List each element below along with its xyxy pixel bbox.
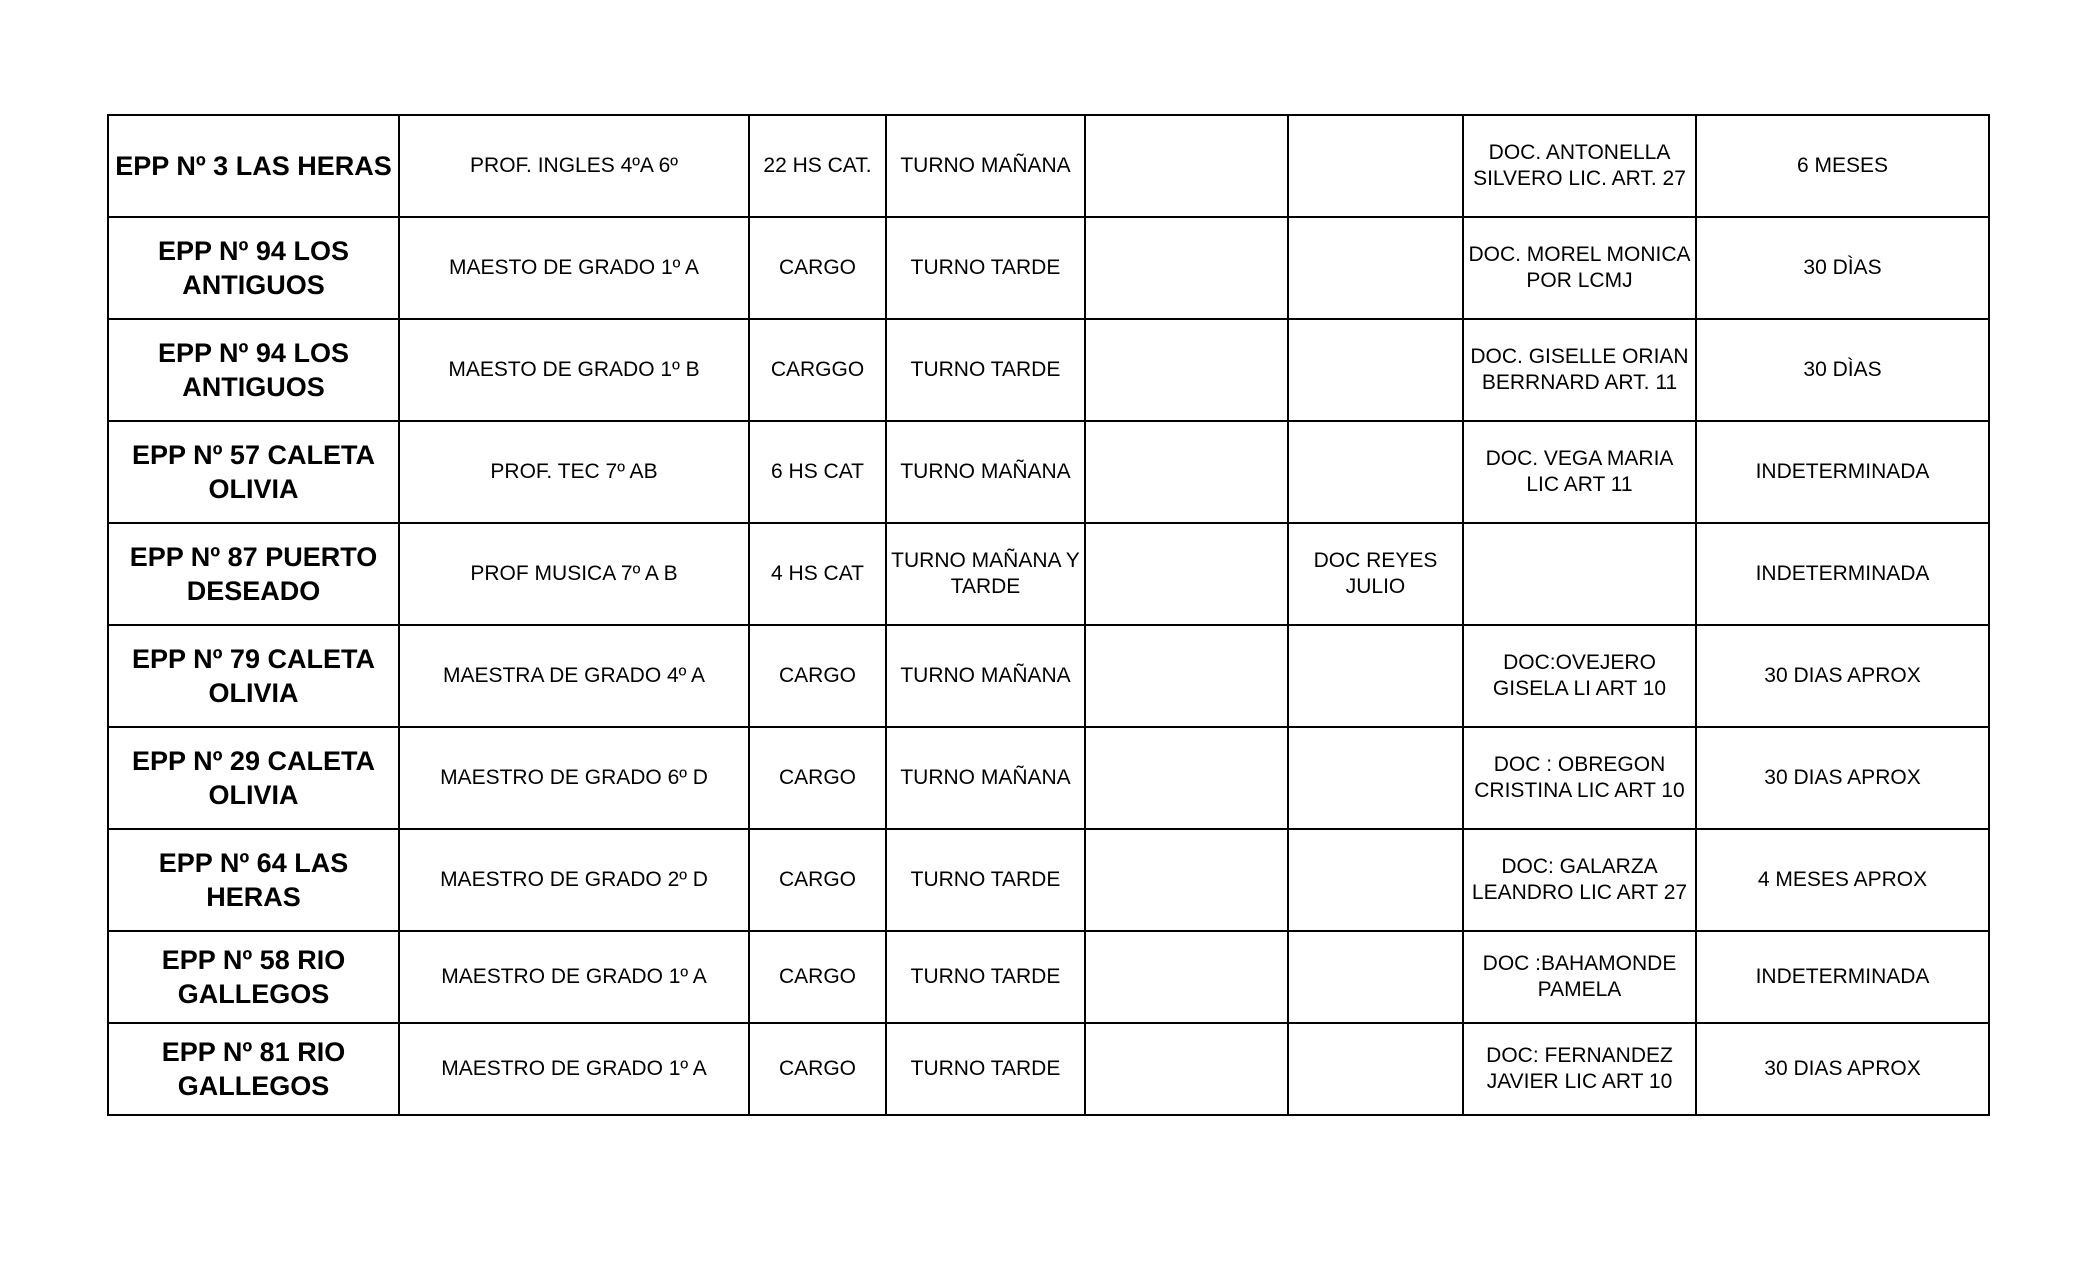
school-cell: EPP Nº 94 LOS ANTIGUOS [108, 217, 399, 319]
shift-cell: TURNO MAÑANA [886, 727, 1085, 829]
position-cell: PROF. TEC 7º AB [399, 421, 749, 523]
shift-cell: TURNO TARDE [886, 931, 1085, 1023]
replaces-cell [1463, 523, 1696, 625]
hours-cell: 4 HS CAT [749, 523, 886, 625]
duration-cell: 30 DIAS APROX [1696, 727, 1989, 829]
table-row [108, 727, 1989, 829]
hours-cell: CARGO [749, 829, 886, 931]
empty-cell [1085, 319, 1288, 421]
table-row [108, 931, 1989, 1023]
school-cell: EPP Nº 79 CALETA OLIVIA [108, 625, 399, 727]
teacher-cell [1288, 1023, 1463, 1115]
school-cell: EPP Nº 87 PUERTO DESEADO [108, 523, 399, 625]
hours-cell: 22 HS CAT. [749, 115, 886, 217]
duration-cell: INDETERMINADA [1696, 931, 1989, 1023]
duration-cell: INDETERMINADA [1696, 523, 1989, 625]
replaces-cell: DOC: GALARZA LEANDRO LIC ART 27 [1463, 829, 1696, 931]
shift-cell: TURNO MAÑANA [886, 421, 1085, 523]
shift-cell: TURNO TARDE [886, 319, 1085, 421]
school-cell: EPP Nº 64 LAS HERAS [108, 829, 399, 931]
empty-cell [1085, 727, 1288, 829]
school-cell: EPP Nº 94 LOS ANTIGUOS [108, 319, 399, 421]
replaces-cell: DOC. VEGA MARIA LIC ART 11 [1463, 421, 1696, 523]
teacher-cell [1288, 829, 1463, 931]
table-row [108, 1023, 1989, 1115]
school-cell: EPP Nº 29 CALETA OLIVIA [108, 727, 399, 829]
replaces-cell: DOC : OBREGON CRISTINA LIC ART 10 [1463, 727, 1696, 829]
hours-cell: CARGO [749, 727, 886, 829]
replaces-cell: DOC. GISELLE ORIAN BERRNARD ART. 11 [1463, 319, 1696, 421]
position-cell: MAESTRO DE GRADO 1º A [399, 931, 749, 1023]
duration-cell: 4 MESES APROX [1696, 829, 1989, 931]
duration-cell: 30 DÌAS [1696, 217, 1989, 319]
shift-cell: TURNO TARDE [886, 217, 1085, 319]
shift-cell: TURNO TARDE [886, 829, 1085, 931]
school-cell: EPP Nº 58 RIO GALLEGOS [108, 931, 399, 1023]
replaces-cell: DOC:OVEJERO GISELA LI ART 10 [1463, 625, 1696, 727]
position-cell: PROF. INGLES 4ºA 6º [399, 115, 749, 217]
position-cell: MAESTRO DE GRADO 1º A [399, 1023, 749, 1115]
teacher-cell [1288, 625, 1463, 727]
empty-cell [1085, 523, 1288, 625]
teacher-cell [1288, 217, 1463, 319]
replaces-cell: DOC :BAHAMONDE PAMELA [1463, 931, 1696, 1023]
replaces-cell: DOC. MOREL MONICA POR LCMJ [1463, 217, 1696, 319]
teacher-cell [1288, 727, 1463, 829]
replaces-cell: DOC. ANTONELLA SILVERO LIC. ART. 27 [1463, 115, 1696, 217]
shift-cell: TURNO MAÑANA [886, 625, 1085, 727]
teacher-cell [1288, 115, 1463, 217]
table-row [108, 829, 1989, 931]
table-row [108, 115, 1989, 217]
school-cell: EPP Nº 81 RIO GALLEGOS [108, 1023, 399, 1115]
shift-cell: TURNO TARDE [886, 1023, 1085, 1115]
position-cell: PROF MUSICA 7º A B [399, 523, 749, 625]
duration-cell: INDETERMINADA [1696, 421, 1989, 523]
empty-cell [1085, 421, 1288, 523]
replaces-cell: DOC: FERNANDEZ JAVIER LIC ART 10 [1463, 1023, 1696, 1115]
position-cell: MAESTRO DE GRADO 2º D [399, 829, 749, 931]
empty-cell [1085, 829, 1288, 931]
table-row [108, 625, 1989, 727]
duration-cell: 30 DIAS APROX [1696, 625, 1989, 727]
hours-cell: 6 HS CAT [749, 421, 886, 523]
duration-cell: 30 DÌAS [1696, 319, 1989, 421]
empty-cell [1085, 625, 1288, 727]
position-cell: MAESTO DE GRADO 1º B [399, 319, 749, 421]
teacher-cell: DOC REYES JULIO [1288, 523, 1463, 625]
table-row [108, 217, 1989, 319]
hours-cell: CARGO [749, 1023, 886, 1115]
teacher-cell [1288, 931, 1463, 1023]
position-cell: MAESTRA DE GRADO 4º A [399, 625, 749, 727]
duration-cell: 30 DIAS APROX [1696, 1023, 1989, 1115]
table-row [108, 319, 1989, 421]
hours-cell: CARGO [749, 217, 886, 319]
empty-cell [1085, 1023, 1288, 1115]
position-cell: MAESTRO DE GRADO 6º D [399, 727, 749, 829]
hours-cell: CARGO [749, 625, 886, 727]
empty-cell [1085, 217, 1288, 319]
empty-cell [1085, 115, 1288, 217]
position-cell: MAESTO DE GRADO 1º A [399, 217, 749, 319]
empty-cell [1085, 931, 1288, 1023]
table-row [108, 421, 1989, 523]
table-row [108, 523, 1989, 625]
teacher-cell [1288, 319, 1463, 421]
hours-cell: CARGGO [749, 319, 886, 421]
shift-cell: TURNO MAÑANA Y TARDE [886, 523, 1085, 625]
school-cell: EPP Nº 3 LAS HERAS [108, 115, 399, 217]
hours-cell: CARGO [749, 931, 886, 1023]
vacancies-table [107, 114, 1990, 1116]
school-cell: EPP Nº 57 CALETA OLIVIA [108, 421, 399, 523]
shift-cell: TURNO MAÑANA [886, 115, 1085, 217]
duration-cell: 6 MESES [1696, 115, 1989, 217]
teacher-cell [1288, 421, 1463, 523]
